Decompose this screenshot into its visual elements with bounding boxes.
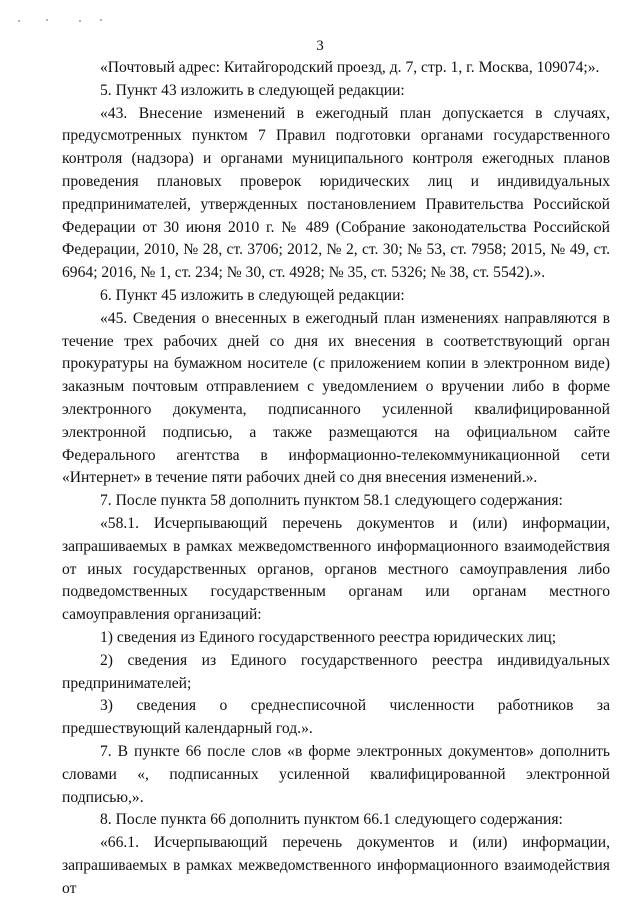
paragraph-item-6: 6. Пункт 45 изложить в следующей редакции: — [100, 286, 405, 304]
document-body — [62, 57, 610, 900]
scan-speck — [79, 20, 81, 22]
paragraph-list-1: 1) сведения из Единого государственного реестра юридических лиц; — [100, 628, 557, 646]
paragraph-point-43: «43. Внесение изменений в ежегодный план допускается в случаях, предусмотренных пунктом 7 Правил подготовки органами государственного контроля (надзора) и органами муниципального контроля ежегодных планов проведения плановых проверок юридических лиц и индивидуальных предпринимателей, утвержденных постановлением Правительства Российской Федерации от 30 июня 2010 г. № 489 (Собрание законодательства Российской Федерации, 2010, № 28, ст. 3706; 2012, № 2, ст. 30; № 53, ст. 7958; 2015, № 49, ст. 6964; 2016, № 1, ст. 234; № 30, ст. 4928; № 35, ст. 5326; № 38, ст. 5542).». — [62, 104, 610, 282]
paragraph-list-2: 2) сведения из Единого государственного реестра индивидуальных предпринимателей; — [62, 651, 610, 692]
paragraph-item-5: 5. Пункт 43 изложить в следующей редакции: — [100, 81, 405, 99]
page-number: 3 — [316, 38, 324, 54]
paragraph-point-45: «45. Сведения о внесенных в ежегодный план изменениях направляются в течение трех рабочих дней со дня их внесения в соответствующий орган прокуратуры на бумажном носителе (с приложением копии в электронном виде) заказным почтовым отправлением с уведомлением о вручении либо в форме электронного документа, подписанного усиленной квалифицированной электронной подписью, а также размещаются на официальном сайте Федерального агентства в информационно-телекоммуникационной сети «Интернет» в течение пяти рабочих дней со дня внесения изменений.». — [62, 309, 610, 487]
paragraph-item-7b: 7. В пункте 66 после слов «в форме электронных документов» дополнить словами «, подписанных усиленной квалифицированной электронной подписью,». — [62, 742, 610, 806]
paragraph-list-3: 3) сведения о среднесписочной численности работников за предшествующий календарный год.». — [62, 697, 610, 738]
paragraph-point-66-1: «66.1. Исчерпывающий перечень документов и (или) информации, запрашиваемых в рамках межведомственного информационного взаимодействия от — [62, 834, 610, 897]
scan-speck — [46, 19, 48, 21]
scan-speck — [18, 20, 20, 22]
paragraph-point-58-1: «58.1. Исчерпывающий перечень документов и (или) информации, запрашиваемых в рамках межведомственного информационного взаимодействия от иных государственных органов, органов местного самоуправления либо подведомственных государственным органам или органам местного самоуправления организаций: — [62, 514, 610, 624]
paragraph-item-7a: 7. После пункта 58 дополнить пунктом 58.1 следующего содержания: — [100, 492, 563, 510]
paragraph-item-8: 8. После пункта 66 дополнить пунктом 66.1 следующего содержания: — [100, 811, 563, 829]
scan-speck — [100, 19, 102, 21]
paragraph-postal-address: «Почтовый адрес: Китайгородский проезд, д. 7, стр. 1, г. Москва, 109074;». — [100, 59, 600, 76]
